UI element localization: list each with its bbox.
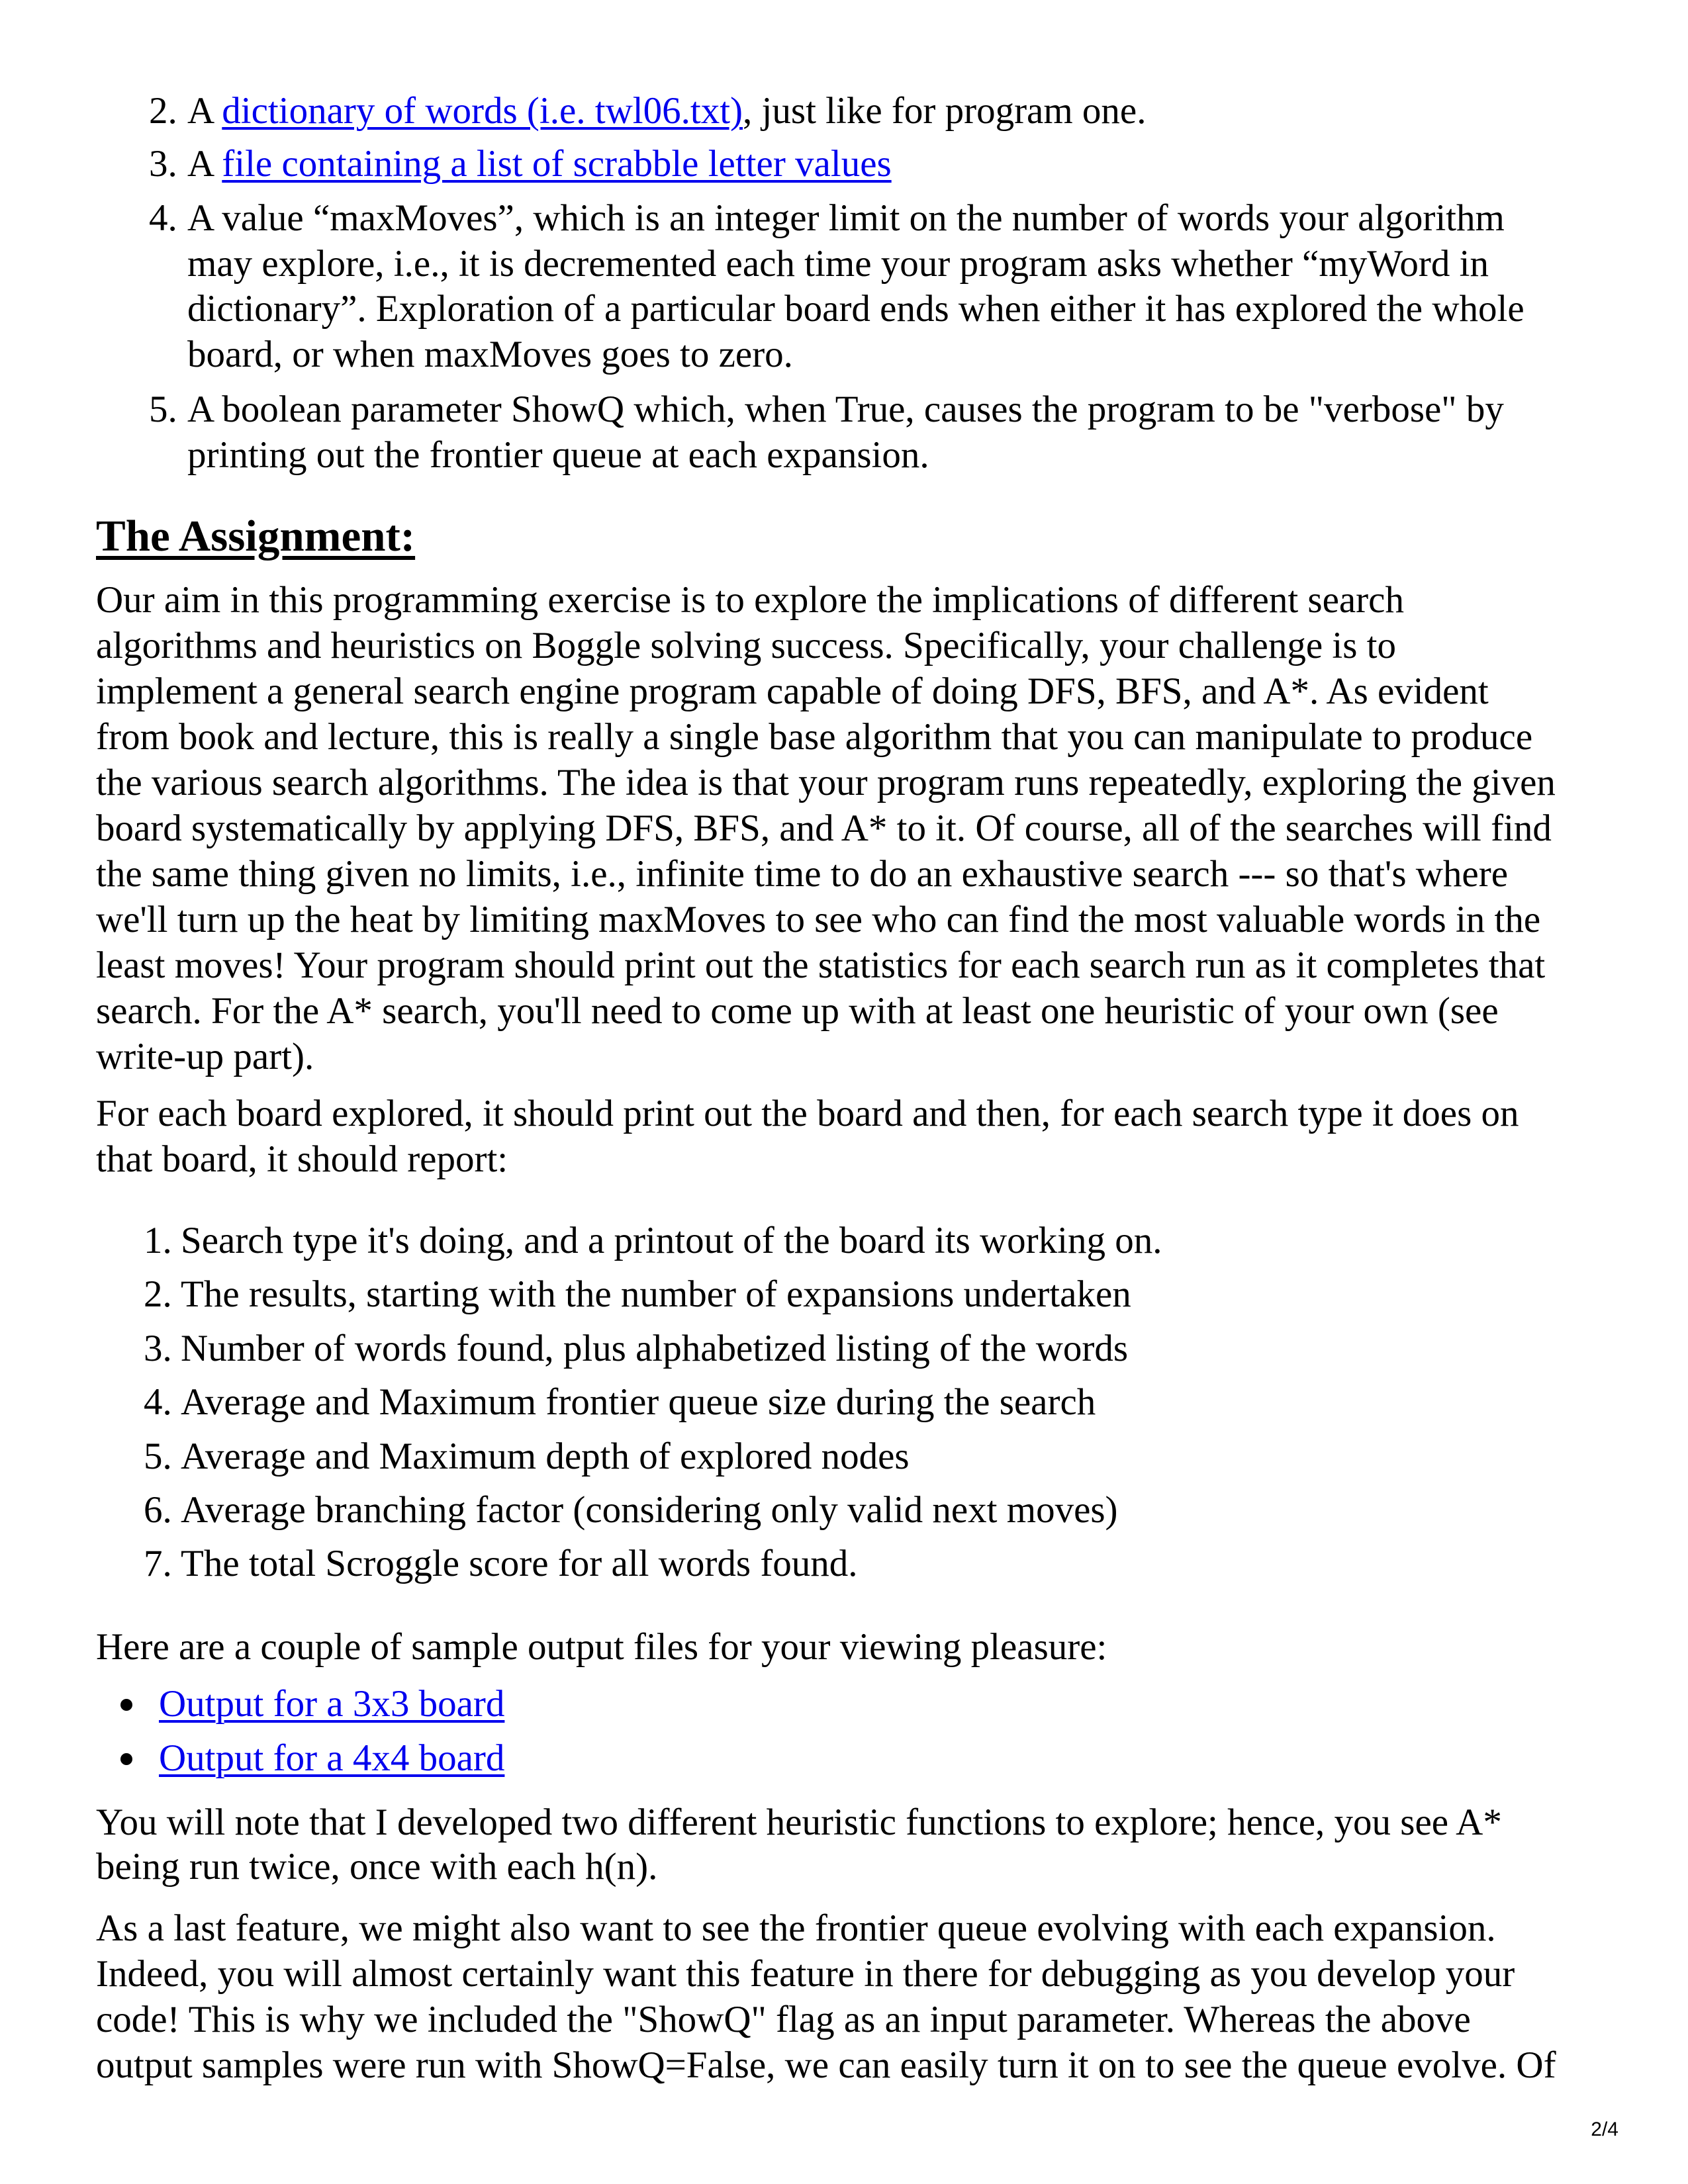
list-item-line: may explore, i.e., it is decremented each time your program asks whether “myWord in bbox=[187, 243, 1489, 285]
list-item-text: Average and Maximum depth of explored nodes bbox=[181, 1435, 910, 1477]
letter-values-link[interactable]: file containing a list of scrabble letter values bbox=[222, 143, 892, 185]
list-item-text bbox=[187, 141, 892, 187]
paragraph-line: As a last feature, we might also want to see the frontier queue evolving with each expansion. bbox=[96, 1907, 1496, 1949]
list-item-prefix: A bbox=[187, 90, 222, 132]
paragraph-line: that board, it should report: bbox=[96, 1138, 508, 1180]
list-item-number: 2. bbox=[144, 1273, 172, 1315]
list-item-line: dictionary”. Exploration of a particular board ends when either it has explored the whole bbox=[187, 288, 1524, 330]
list-item-text: The results, starting with the number of expansions undertaken bbox=[181, 1273, 1131, 1315]
list-item-text: The total Scroggle score for all words found. bbox=[181, 1543, 858, 1584]
list-item-number: 6. bbox=[144, 1489, 172, 1531]
list-item-text bbox=[187, 88, 1147, 134]
paragraph-line: being run twice, once with each h(n). bbox=[96, 1846, 658, 1888]
paragraph-line: For each board explored, it should print out the board and then, for each search type it does on bbox=[96, 1093, 1519, 1134]
list-item-number: 1. bbox=[144, 1220, 172, 1261]
paragraph-line: You will note that I developed two different heuristic functions to explore; hence, you see A* bbox=[96, 1801, 1502, 1843]
paragraph-line: algorithms and heuristics on Boggle solving success. Specifically, your challenge is to bbox=[96, 625, 1396, 666]
list-item-number: 5. bbox=[144, 1435, 172, 1477]
list-item-text: Average and Maximum frontier queue size during the search bbox=[181, 1381, 1096, 1423]
paragraph-line: we'll turn up the heat by limiting maxMoves to see who can find the most valuable words in the bbox=[96, 899, 1541, 940]
list-item-text: Search type it's doing, and a printout of the board its working on. bbox=[181, 1220, 1162, 1261]
list-item-text: Average branching factor (considering only valid next moves) bbox=[181, 1489, 1118, 1531]
paragraph-line: Indeed, you will almost certainly want this feature in there for debugging as you develop your bbox=[96, 1953, 1515, 1995]
paragraph-line: Our aim in this programming exercise is to explore the implications of different search bbox=[96, 579, 1404, 621]
paragraph-line: output samples were run with ShowQ=False, we can easily turn it on to see the queue evolve. Of bbox=[96, 2044, 1556, 2086]
paragraph-line: the same thing given no limits, i.e., infinite time to do an exhaustive search --- so that's where bbox=[96, 853, 1508, 895]
paragraph-line: from book and lecture, this is really a single base algorithm that you can manipulate to produce bbox=[96, 716, 1533, 758]
bullet-icon bbox=[120, 1699, 132, 1711]
list-item-number: 5. bbox=[149, 388, 177, 430]
list-item-text bbox=[159, 1735, 504, 1781]
section-heading: The Assignment: bbox=[96, 512, 416, 561]
paragraph-line: write-up part). bbox=[96, 1036, 314, 1077]
list-item-number: 3. bbox=[144, 1328, 172, 1369]
paragraph-line: code! This is why we included the "ShowQ" flag as an input parameter. Whereas the above bbox=[96, 1999, 1471, 2040]
bullet-icon bbox=[120, 1753, 132, 1765]
list-item-line: printing out the frontier queue at each expansion. bbox=[187, 434, 929, 476]
list-item-number: 4. bbox=[149, 197, 177, 239]
paragraph-line: the various search algorithms. The idea is that your program runs repeatedly, exploring the given bbox=[96, 762, 1556, 803]
list-item-number: 2. bbox=[149, 90, 177, 132]
list-item-number: 7. bbox=[144, 1543, 172, 1584]
output-3x3-link[interactable]: Output for a 3x3 board bbox=[159, 1683, 505, 1725]
list-item-suffix: , just like for program one. bbox=[743, 90, 1147, 132]
samples-intro: Here are a couple of sample output files for your viewing pleasure: bbox=[96, 1626, 1107, 1668]
list-item-number: 4. bbox=[144, 1381, 172, 1423]
paragraph-line: least moves! Your program should print out the statistics for each search run as it completes that bbox=[96, 944, 1546, 986]
list-item-line: A value “maxMoves”, which is an integer limit on the number of words your algorithm bbox=[187, 197, 1505, 239]
list-item-prefix: A bbox=[187, 143, 222, 185]
paragraph-line: board systematically by applying DFS, BFS, and A* to it. Of course, all of the searches will find bbox=[96, 807, 1552, 849]
output-4x4-link[interactable]: Output for a 4x4 board bbox=[159, 1737, 505, 1779]
list-item-text: Number of words found, plus alphabetized listing of the words bbox=[181, 1328, 1129, 1369]
list-item-line: A boolean parameter ShowQ which, when True, causes the program to be "verbose" by bbox=[187, 388, 1504, 430]
paragraph-line: search. For the A* search, you'll need to come up with at least one heuristic of your own (see bbox=[96, 990, 1499, 1032]
list-item-text bbox=[159, 1681, 504, 1727]
list-item-line: board, or when maxMoves goes to zero. bbox=[187, 334, 793, 375]
paragraph-line: implement a general search engine program capable of doing DFS, BFS, and A*. As evident bbox=[96, 670, 1489, 712]
list-item-number: 3. bbox=[149, 143, 177, 185]
dictionary-link[interactable]: dictionary of words (i.e. twl06.txt) bbox=[222, 90, 743, 132]
page-number: 2/4 bbox=[1591, 2118, 1618, 2140]
